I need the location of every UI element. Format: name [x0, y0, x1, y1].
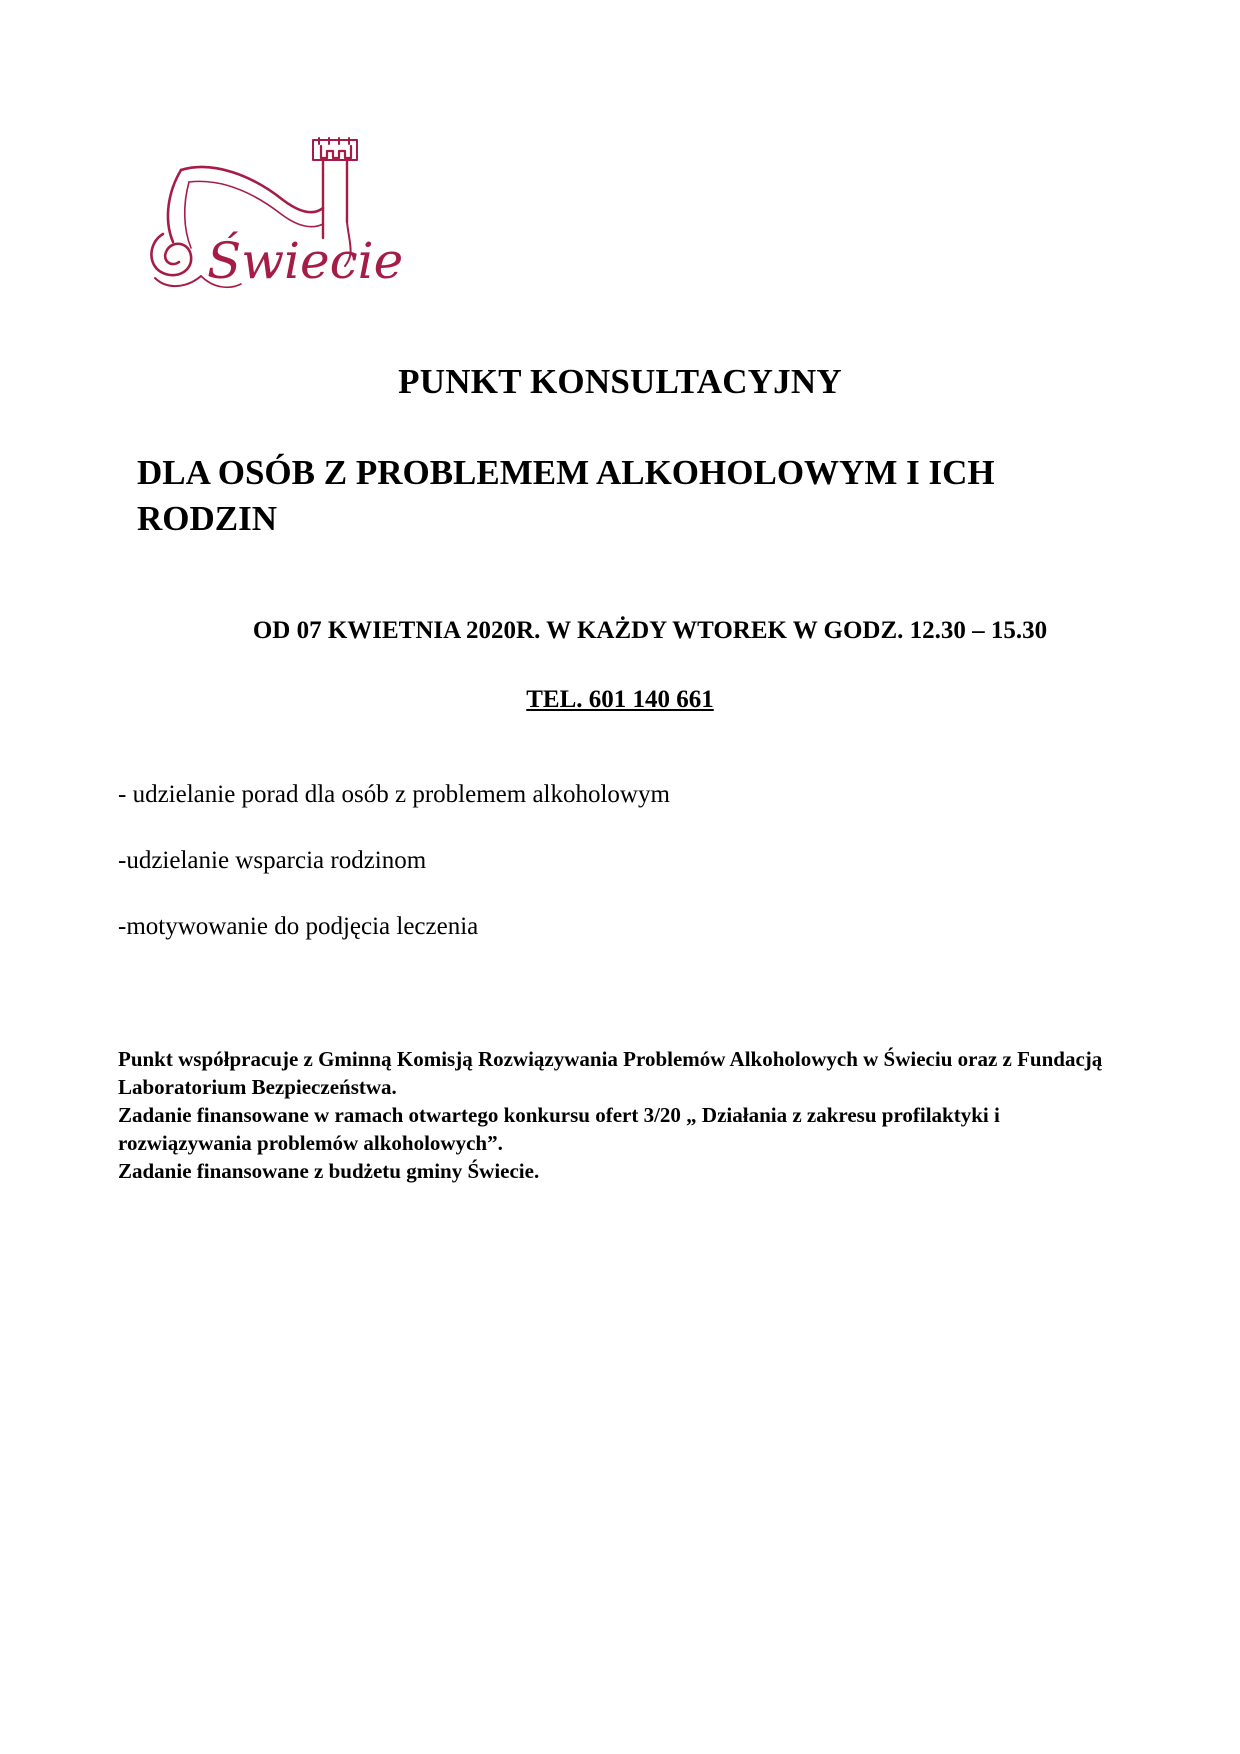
page-title: PUNKT KONSULTACYJNY [398, 362, 842, 401]
list-item: -motywowanie do podjęcia leczenia [118, 913, 479, 940]
footer-line-funding-competition: Zadanie finansowane w ramach otwartego konkursu ofert 3/20 „ Działania z zakresu profilaktyki i rozwiązywania problemów alkoholowych”. [118, 1103, 1000, 1155]
swiecie-logo [143, 138, 404, 308]
footer-line-funding-budget: Zadanie finansowane z budżetu gminy Świecie. [118, 1159, 540, 1183]
list-item: - udzielanie porad dla osób z problemem alkoholowym [118, 781, 670, 808]
services-list [118, 780, 670, 978]
logo-text: Świecie [207, 232, 404, 290]
footer-line-cooperation: Punkt współpracuje z Gminną Komisją Rozwiązywania Problemów Alkoholowych w Świeciu oraz z Fundacją Laboratorium Bezpieczeństwa. [118, 1047, 1103, 1099]
schedule-text: OD 07 KWIETNIA 2020R. W KAŻDY WTOREK W GODZ. 12.30 – 15.30 [252, 617, 1048, 644]
list-item: -udzielanie wsparcia rodzinom [118, 847, 427, 874]
footer-note [118, 1045, 1128, 1185]
swiecie-logo-icon [143, 138, 404, 308]
page-subtitle: DLA OSÓB Z PROBLEMEM ALKOHOLOWYM I ICH RODZIN [137, 453, 995, 538]
phone-number: TEL. 601 140 661 [526, 686, 714, 713]
